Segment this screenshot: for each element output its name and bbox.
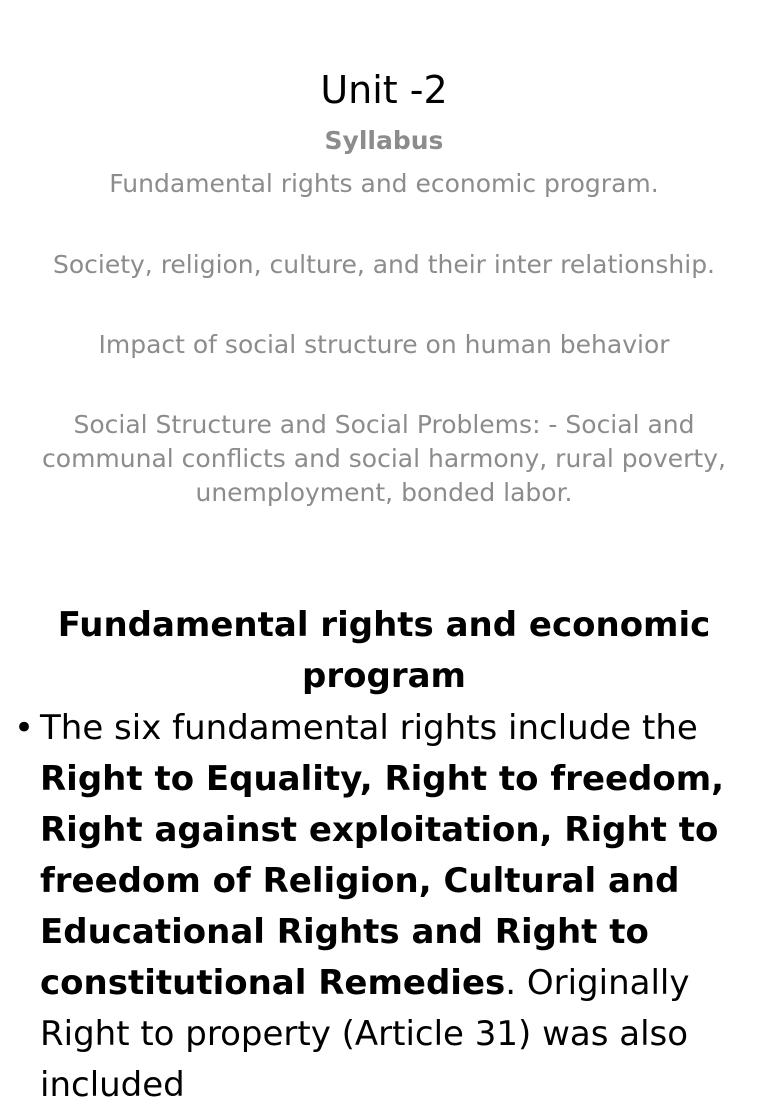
bullet-text-intro: The six fundamental rights include the [40, 708, 698, 748]
unit-title: Unit -2 [320, 68, 448, 112]
syllabus-item: Social Structure and Social Problems: - Social and communal conflicts and social harmony, rural poverty, unemployment, bonded labor. [42, 410, 726, 507]
section-heading: Fundamental rights and economic program [57, 605, 711, 696]
syllabus-item: Fundamental rights and economic program. [109, 169, 659, 198]
syllabus-heading: Syllabus [324, 126, 444, 155]
syllabus-item: Society, religion, culture, and their inter relationship. [52, 250, 716, 279]
bullet-text-bold: Right to Equality, Right to freedom, Right against exploitation, Right to freedom of Religion, Cultural and Educational Rights and Right to constitutional Remedies [40, 759, 725, 1003]
bullet-text [40, 703, 754, 1111]
bullet-text-tail: . Originally Right to property (Article 31) was also included [40, 963, 690, 1105]
bullet-symbol: • [14, 708, 35, 748]
syllabus-item: Impact of social structure on human behavior [98, 330, 670, 359]
bullet-item [14, 703, 754, 1111]
